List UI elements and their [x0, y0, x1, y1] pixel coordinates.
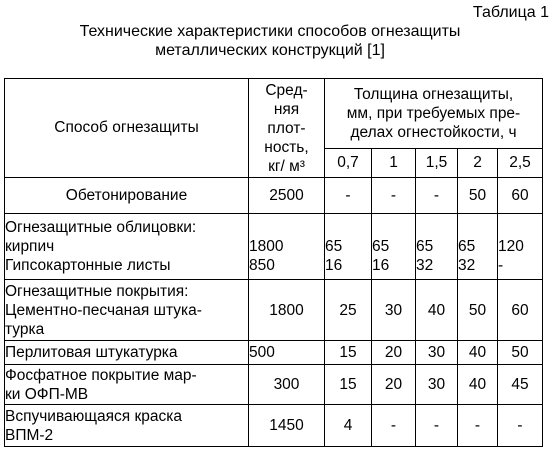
thickness-cell [372, 280, 416, 341]
table-row [5, 341, 543, 365]
thickness-cell [416, 280, 458, 341]
header-density-line: плот- [267, 119, 306, 137]
thickness-cell [325, 341, 372, 365]
method-cell [5, 405, 249, 447]
density-value: 1450 [269, 417, 304, 434]
thickness-value: 65 [372, 238, 390, 255]
method-cell [5, 365, 249, 405]
thickness-cell [372, 341, 416, 365]
density-value: 850 [249, 257, 275, 274]
density-cell [249, 214, 325, 280]
thickness-cell [416, 341, 458, 365]
header-thickness-line: делах огнестойкости, ч [350, 124, 517, 141]
density-value: 500 [249, 344, 275, 361]
header-thickness [325, 79, 543, 149]
method-line: Вспучивающаяся краска [5, 407, 183, 425]
thickness-value: - [345, 187, 351, 204]
thickness-value: - [433, 417, 440, 434]
thickness-value [458, 218, 497, 237]
thickness-cell [416, 214, 458, 280]
table-title-line: Технические характеристики способов огнезащиты [79, 23, 461, 40]
thickness-value: 120 [498, 238, 524, 255]
thickness-cell [372, 214, 416, 280]
thickness-value: 15 [339, 344, 357, 361]
thickness-value [498, 218, 542, 237]
header-row [5, 79, 543, 149]
thickness-cell [416, 178, 458, 214]
thickness-cell [416, 405, 458, 447]
thickness-value: - [433, 187, 440, 204]
table-title-line: металлических конструкций [1] [155, 42, 385, 59]
method-line: ВПМ-2 [5, 426, 54, 444]
density-value: 2500 [269, 187, 304, 204]
thickness-value: 16 [372, 257, 390, 274]
thickness-value: 4 [343, 417, 353, 434]
header-density-line: няя [273, 100, 300, 118]
method-line: Огнезащитные облицовки: [5, 219, 197, 236]
thickness-cell [498, 280, 543, 341]
header-thickness-line: мм, при требуемых пре- [346, 105, 521, 122]
header-density-line: кг/ м³ [268, 157, 305, 175]
thickness-value: 65 [325, 238, 343, 255]
thickness-value: 45 [511, 376, 529, 393]
method-line: Огнезащитные покрытия: [5, 282, 189, 300]
method-line: Перлитовая штукатурка [5, 344, 178, 361]
thickness-value: 65 [416, 238, 434, 255]
thickness-value: 30 [427, 344, 446, 361]
thickness-value: 60 [511, 187, 529, 204]
thickness-value: 60 [511, 301, 529, 319]
thickness-cell [325, 178, 372, 214]
thickness-value: 50 [468, 301, 487, 319]
density-cell [249, 341, 325, 365]
density-value [249, 218, 324, 237]
method-line: турка [5, 320, 45, 338]
thickness-value: 50 [468, 187, 487, 204]
density-value: 1800 [269, 301, 304, 319]
thickness-value: 16 [325, 257, 343, 274]
thickness-value: 32 [416, 257, 434, 274]
thickness-value: - [498, 257, 504, 274]
header-limit: 1,5 [416, 149, 458, 178]
thickness-cell [416, 365, 458, 405]
thickness-value: 32 [458, 257, 476, 274]
thickness-cell [372, 365, 416, 405]
header-limit: 0,7 [325, 149, 372, 178]
thickness-value: 30 [384, 301, 403, 319]
thickness-value: 20 [384, 376, 403, 393]
method-line: Цементно-песчаная штука- [5, 301, 202, 319]
method-cell [5, 214, 249, 280]
method-cell [5, 178, 249, 214]
table-row [5, 405, 543, 447]
fire-protection-table [4, 78, 543, 447]
thickness-cell [325, 365, 372, 405]
header-method: Способ огнезащиты [5, 79, 249, 178]
thickness-cell [372, 405, 416, 447]
thickness-cell [458, 405, 498, 447]
thickness-value [325, 218, 371, 237]
density-value: 300 [273, 376, 300, 393]
thickness-value: 15 [339, 376, 357, 393]
table-row [5, 365, 543, 405]
thickness-cell [498, 405, 543, 447]
thickness-value: 40 [468, 344, 487, 361]
table-title [0, 22, 540, 60]
thickness-value: 25 [339, 301, 357, 319]
header-limit: 1 [372, 149, 416, 178]
thickness-cell [458, 280, 498, 341]
thickness-value: 40 [468, 376, 487, 393]
thickness-cell [325, 214, 372, 280]
method-line: Обетонирование [65, 187, 188, 204]
header-limit: 2 [458, 149, 498, 178]
table-row [5, 280, 543, 341]
density-cell [249, 365, 325, 405]
header-density [249, 79, 325, 178]
thickness-value: 30 [427, 376, 446, 393]
density-value: 1800 [249, 238, 284, 255]
thickness-cell [458, 214, 498, 280]
method-line: Гипсокартонные листы [5, 257, 171, 274]
thickness-value [416, 218, 457, 237]
header-density-line: Сред- [265, 81, 308, 99]
thickness-cell [498, 341, 543, 365]
thickness-value: - [390, 187, 397, 204]
thickness-cell [458, 365, 498, 405]
thickness-cell [458, 178, 498, 214]
method-cell [5, 280, 249, 341]
thickness-value: 65 [458, 238, 476, 255]
thickness-cell [498, 178, 543, 214]
thickness-value: - [390, 417, 397, 434]
method-line: Фосфатное покрытие мар- [5, 366, 197, 384]
thickness-cell [498, 214, 543, 280]
table-row [5, 178, 543, 214]
thickness-value: - [474, 417, 481, 434]
thickness-cell [458, 341, 498, 365]
header-limit: 2,5 [498, 149, 543, 178]
table-body [5, 178, 543, 447]
thickness-value: 40 [427, 301, 446, 319]
method-line: кирпич [5, 238, 55, 255]
thickness-cell [325, 280, 372, 341]
thickness-cell [325, 405, 372, 447]
method-line: ки ОФП-МВ [5, 385, 89, 403]
header-thickness-line: Толщина огнезащиты, [353, 86, 514, 103]
density-cell [249, 405, 325, 447]
header-density-line: ность, [264, 138, 309, 156]
thickness-value: 20 [384, 344, 403, 361]
thickness-cell [372, 178, 416, 214]
density-cell [249, 178, 325, 214]
table-number: Таблица 1 [472, 4, 549, 21]
thickness-value: - [517, 417, 523, 434]
thickness-cell [498, 365, 543, 405]
thickness-value: 50 [511, 344, 529, 361]
table-row [5, 214, 543, 280]
method-cell [5, 341, 249, 365]
thickness-value [372, 218, 415, 237]
density-cell [249, 280, 325, 341]
